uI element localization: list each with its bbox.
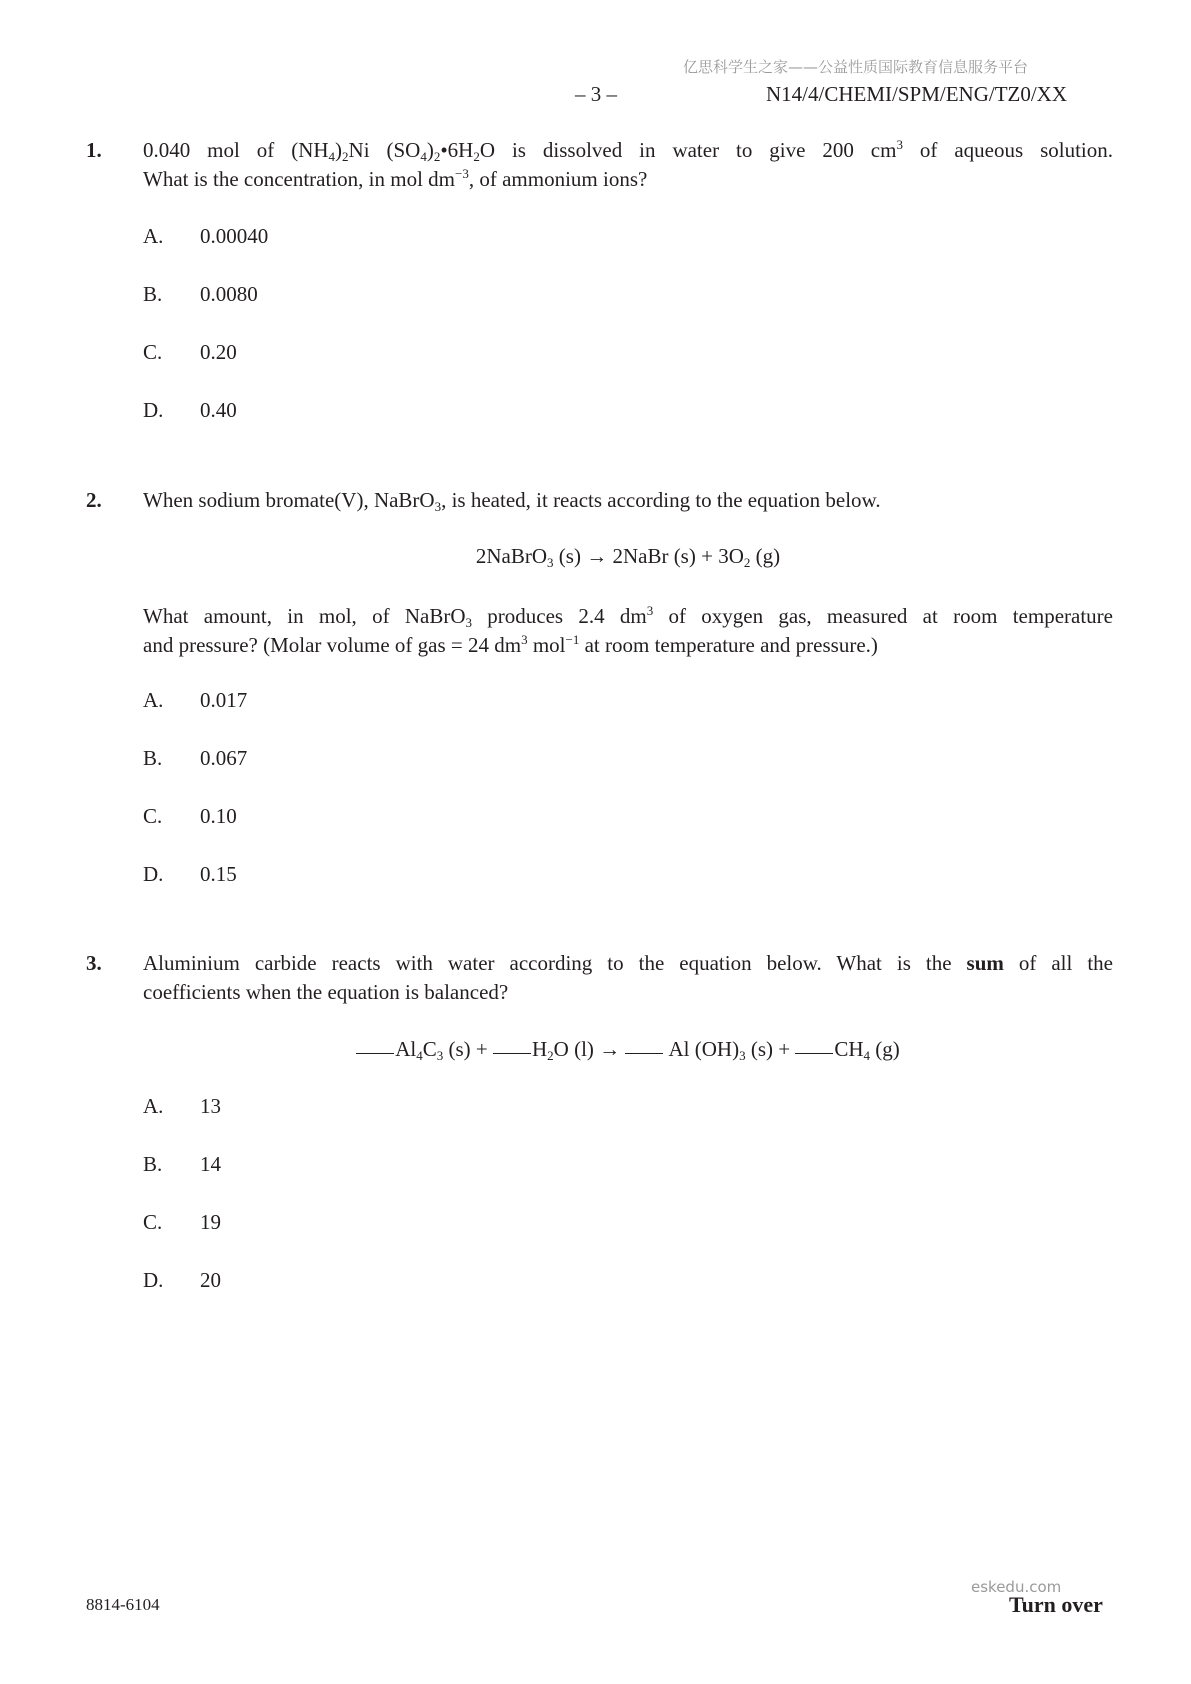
option-letter: A. <box>143 1094 164 1118</box>
option-letter: B. <box>143 282 163 306</box>
turn-over-label: Turn over <box>1009 1592 1103 1617</box>
option-letter: A. <box>143 224 164 248</box>
option-letter: C. <box>143 340 163 364</box>
question-3-option-d[interactable] <box>143 1268 221 1293</box>
option-value: 0.067 <box>200 746 248 770</box>
option-value: 14 <box>200 1152 221 1176</box>
option-letter: C. <box>143 1210 163 1234</box>
question-3-number: 3. <box>86 951 102 975</box>
question-1-option-d[interactable] <box>143 398 237 423</box>
option-value: 0.10 <box>200 804 237 828</box>
option-letter: B. <box>143 746 163 770</box>
coefficient-blank[interactable] <box>625 1052 663 1054</box>
option-letter: D. <box>143 862 164 886</box>
question-3-option-b[interactable] <box>143 1152 221 1177</box>
question-2-option-b[interactable] <box>143 746 248 771</box>
question-1-stem-line-1: 0.040 mol of $(NH_4)_2Ni$ $(SO_4)_2•6H_2O$ is dissolved in water to give 200 $cm^3$ of aqueous solution. <box>143 137 1114 164</box>
option-value: 19 <box>200 1210 221 1234</box>
question-2-equation: 2NaBrO$_3$ (s) → 2NaBr $(s) + 3O_2$ (g) <box>475 544 781 570</box>
question-3-equation: $Al_4C_3$ $(s) + H_2O$ (l) → Al $(OH)_3$ $(s) + CH_4$ (g) <box>143 1037 1113 1062</box>
coefficient-blank[interactable] <box>493 1052 531 1054</box>
option-value: 20 <box>200 1268 221 1292</box>
option-value: 13 <box>200 1094 221 1118</box>
top-watermark: 亿思科学生之家——公益性质国际教育信息服务平台 <box>683 58 1029 76</box>
option-letter: B. <box>143 1152 163 1176</box>
question-3-stem-line-1: Aluminium carbide reacts with water according to the equation below. What is the sum of all the <box>143 951 1113 975</box>
page-number: – 3 – <box>575 82 617 106</box>
exam-code: 8814-6104 <box>86 1595 160 1614</box>
coefficient-blank[interactable] <box>795 1052 833 1054</box>
option-value: 0.15 <box>200 862 237 886</box>
question-1-option-a[interactable] <box>143 224 269 249</box>
question-2-option-c[interactable] <box>143 804 237 829</box>
question-1-number: 1. <box>86 138 102 162</box>
question-3-option-a[interactable] <box>143 1094 221 1119</box>
option-value: 0.40 <box>200 398 237 422</box>
question-2-followup-line-2: and pressure? (Molar volume of gas = 24 $dm^3$ mol$^{-1}$ at room temperature and pressure.) <box>143 632 878 657</box>
coefficient-blank[interactable] <box>356 1052 394 1054</box>
question-2-number: 2. <box>86 488 102 512</box>
question-1-stem-line-2: What is the concentration, in mol $dm^{-3}$, of ammonium ions? <box>143 166 648 191</box>
paper-code: N14/4/CHEMI/SPM/ENG/TZ0/XX <box>766 82 1068 106</box>
option-value: 0.0080 <box>200 282 258 306</box>
question-2-stem: When sodium bromate(V), NaBrO$_3$, is heated, it reacts according to the equation below. <box>143 488 881 514</box>
option-value: 0.017 <box>200 688 248 712</box>
question-1-stem <box>143 136 1113 194</box>
question-2-followup-line-1: What amount, in mol, of NaBrO$_3$ produces 2.4 $dm^3$ of oxygen gas, measured at room temperature <box>143 603 1113 630</box>
option-letter: D. <box>143 398 164 422</box>
question-2-option-a[interactable] <box>143 688 248 713</box>
question-1-option-c[interactable] <box>143 340 237 365</box>
question-3-option-c[interactable] <box>143 1210 221 1235</box>
option-letter: C. <box>143 804 163 828</box>
option-letter: A. <box>143 688 164 712</box>
question-3-stem <box>143 949 1113 1007</box>
option-value: 0.00040 <box>200 224 269 248</box>
question-2-followup <box>143 602 1113 660</box>
emphasis-sum: sum <box>966 951 1004 975</box>
option-letter: D. <box>143 1268 164 1292</box>
question-2-option-d[interactable] <box>143 862 237 887</box>
option-value: 0.20 <box>200 340 237 364</box>
bottom-watermark: eskedu.com <box>971 1578 1062 1596</box>
question-1-option-b[interactable] <box>143 282 258 307</box>
question-3-stem-line-2: coefficients when the equation is balanced? <box>143 980 509 1004</box>
